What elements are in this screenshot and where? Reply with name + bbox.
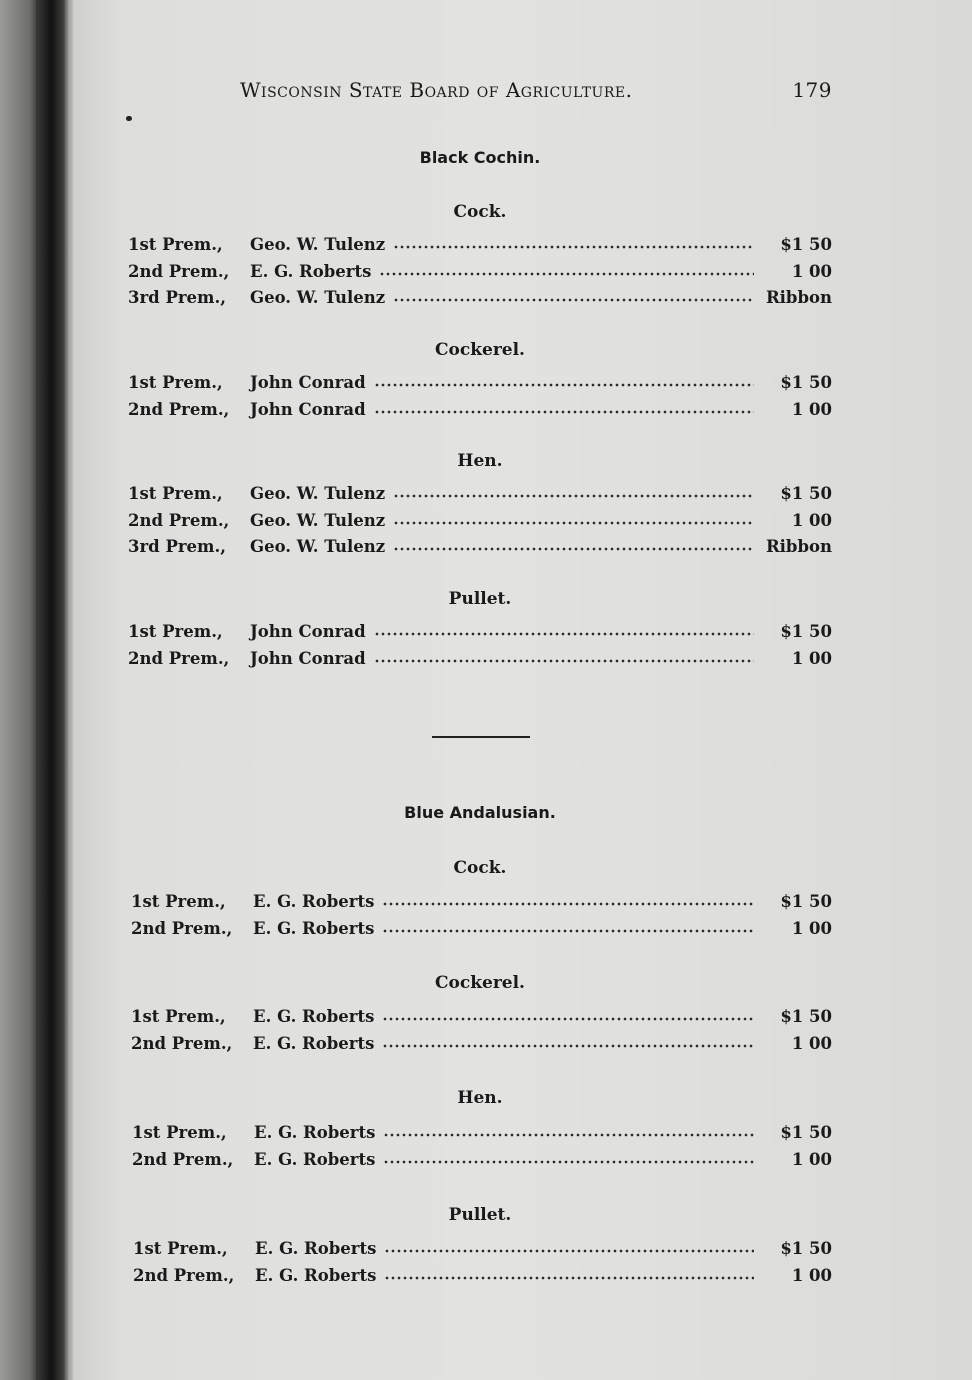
dot-leader — [383, 1120, 754, 1138]
award-amount: $1 50 — [780, 1007, 832, 1026]
award-place: 2nd Prem., — [132, 1150, 234, 1169]
dot-leader — [382, 916, 754, 934]
section-title: Black Cochin. — [419, 148, 541, 167]
award-name: Geo. W. Tulenz — [250, 235, 386, 254]
award-amount: Ribbon — [765, 537, 832, 556]
group-title: Hen. — [457, 451, 503, 471]
dot-leader — [393, 534, 754, 552]
award-name: E. G. Roberts — [255, 1239, 377, 1258]
group-title: Cockerel. — [435, 340, 525, 360]
award-place: 1st Prem., — [128, 622, 223, 641]
dot-leader — [384, 1263, 754, 1281]
award-place: 1st Prem., — [131, 1007, 226, 1026]
award-place: 2nd Prem., — [128, 649, 230, 668]
award-amount: 1 00 — [791, 919, 832, 938]
award-row — [128, 508, 832, 530]
dot-leader — [382, 1004, 754, 1022]
award-name: Geo. W. Tulenz — [250, 511, 386, 530]
award-amount: $1 50 — [780, 622, 832, 641]
section-title: Blue Andalusian. — [404, 803, 556, 822]
award-amount: $1 50 — [780, 892, 832, 911]
award-name: John Conrad — [250, 373, 366, 392]
award-place: 1st Prem., — [128, 373, 223, 392]
award-place: 1st Prem., — [128, 235, 223, 254]
award-place: 1st Prem., — [128, 484, 223, 503]
award-name: John Conrad — [250, 649, 366, 668]
award-amount: $1 50 — [780, 1239, 832, 1258]
award-row — [128, 646, 832, 668]
award-name: E. G. Roberts — [254, 1123, 376, 1142]
group-title: Pullet. — [448, 589, 512, 609]
award-name: E. G. Roberts — [253, 1007, 375, 1026]
award-place: 1st Prem., — [131, 892, 226, 911]
award-row — [128, 397, 832, 419]
award-name: John Conrad — [250, 400, 366, 419]
award-place: 2nd Prem., — [131, 1034, 233, 1053]
award-name: E. G. Roberts — [253, 919, 375, 938]
dot-leader — [374, 370, 754, 388]
award-place: 1st Prem., — [133, 1239, 228, 1258]
award-name: E. G. Roberts — [254, 1150, 376, 1169]
award-row — [131, 1004, 832, 1026]
award-row — [133, 1236, 832, 1258]
header-title: Wisconsin State Board of Agriculture. — [240, 78, 633, 102]
award-amount: $1 50 — [780, 1123, 832, 1142]
award-row — [128, 534, 832, 556]
dot-leader — [393, 285, 754, 303]
award-row — [133, 1263, 832, 1285]
dot-leader — [382, 889, 754, 907]
book-gutter-shadow — [36, 0, 70, 1380]
running-header — [240, 78, 832, 104]
dot-leader — [383, 1147, 754, 1165]
dot-leader — [393, 232, 754, 250]
award-place: 1st Prem., — [132, 1123, 227, 1142]
award-name: Geo. W. Tulenz — [250, 288, 386, 307]
award-place: 2nd Prem., — [128, 400, 230, 419]
award-amount: Ribbon — [765, 288, 832, 307]
page-number: 179 — [792, 78, 832, 102]
award-place: 2nd Prem., — [128, 511, 230, 530]
award-row — [128, 285, 832, 307]
group-title: Cock. — [453, 858, 507, 878]
section-divider — [432, 736, 530, 738]
group-title: Hen. — [457, 1088, 503, 1108]
award-row — [128, 232, 832, 254]
award-amount: 1 00 — [791, 649, 832, 668]
award-name: E. G. Roberts — [253, 892, 375, 911]
award-row — [132, 1147, 832, 1169]
award-name: E. G. Roberts — [253, 1034, 375, 1053]
award-name: E. G. Roberts — [255, 1266, 377, 1285]
dot-leader — [374, 397, 754, 415]
award-row — [128, 619, 832, 641]
award-row — [128, 481, 832, 503]
dot-leader — [374, 619, 754, 637]
group-title: Cock. — [453, 202, 507, 222]
award-amount: 1 00 — [791, 262, 832, 281]
award-amount: 1 00 — [791, 1034, 832, 1053]
award-amount: 1 00 — [791, 400, 832, 419]
group-title: Pullet. — [448, 1205, 512, 1225]
dot-leader — [374, 646, 754, 664]
award-place: 2nd Prem., — [131, 919, 233, 938]
award-name: Geo. W. Tulenz — [250, 484, 386, 503]
award-name: John Conrad — [250, 622, 366, 641]
award-row — [131, 1031, 832, 1053]
dot-leader — [393, 508, 754, 526]
ink-speck — [126, 116, 132, 121]
award-row — [131, 916, 832, 938]
dot-leader — [384, 1236, 754, 1254]
award-amount: $1 50 — [780, 373, 832, 392]
award-row — [128, 259, 832, 281]
award-amount: 1 00 — [791, 1266, 832, 1285]
award-row — [128, 370, 832, 392]
award-place: 3rd Prem., — [128, 288, 227, 307]
award-row — [131, 889, 832, 911]
award-place: 2nd Prem., — [128, 262, 230, 281]
dot-leader — [393, 481, 754, 499]
award-name: Geo. W. Tulenz — [250, 537, 386, 556]
award-place: 3rd Prem., — [128, 537, 227, 556]
dot-leader — [382, 1031, 754, 1049]
award-amount: 1 00 — [791, 1150, 832, 1169]
award-amount: $1 50 — [780, 484, 832, 503]
award-amount: 1 00 — [791, 511, 832, 530]
group-title: Cockerel. — [435, 973, 525, 993]
award-amount: $1 50 — [780, 235, 832, 254]
award-name: E. G. Roberts — [250, 262, 372, 281]
dot-leader — [379, 259, 754, 277]
award-row — [132, 1120, 832, 1142]
award-place: 2nd Prem., — [133, 1266, 235, 1285]
